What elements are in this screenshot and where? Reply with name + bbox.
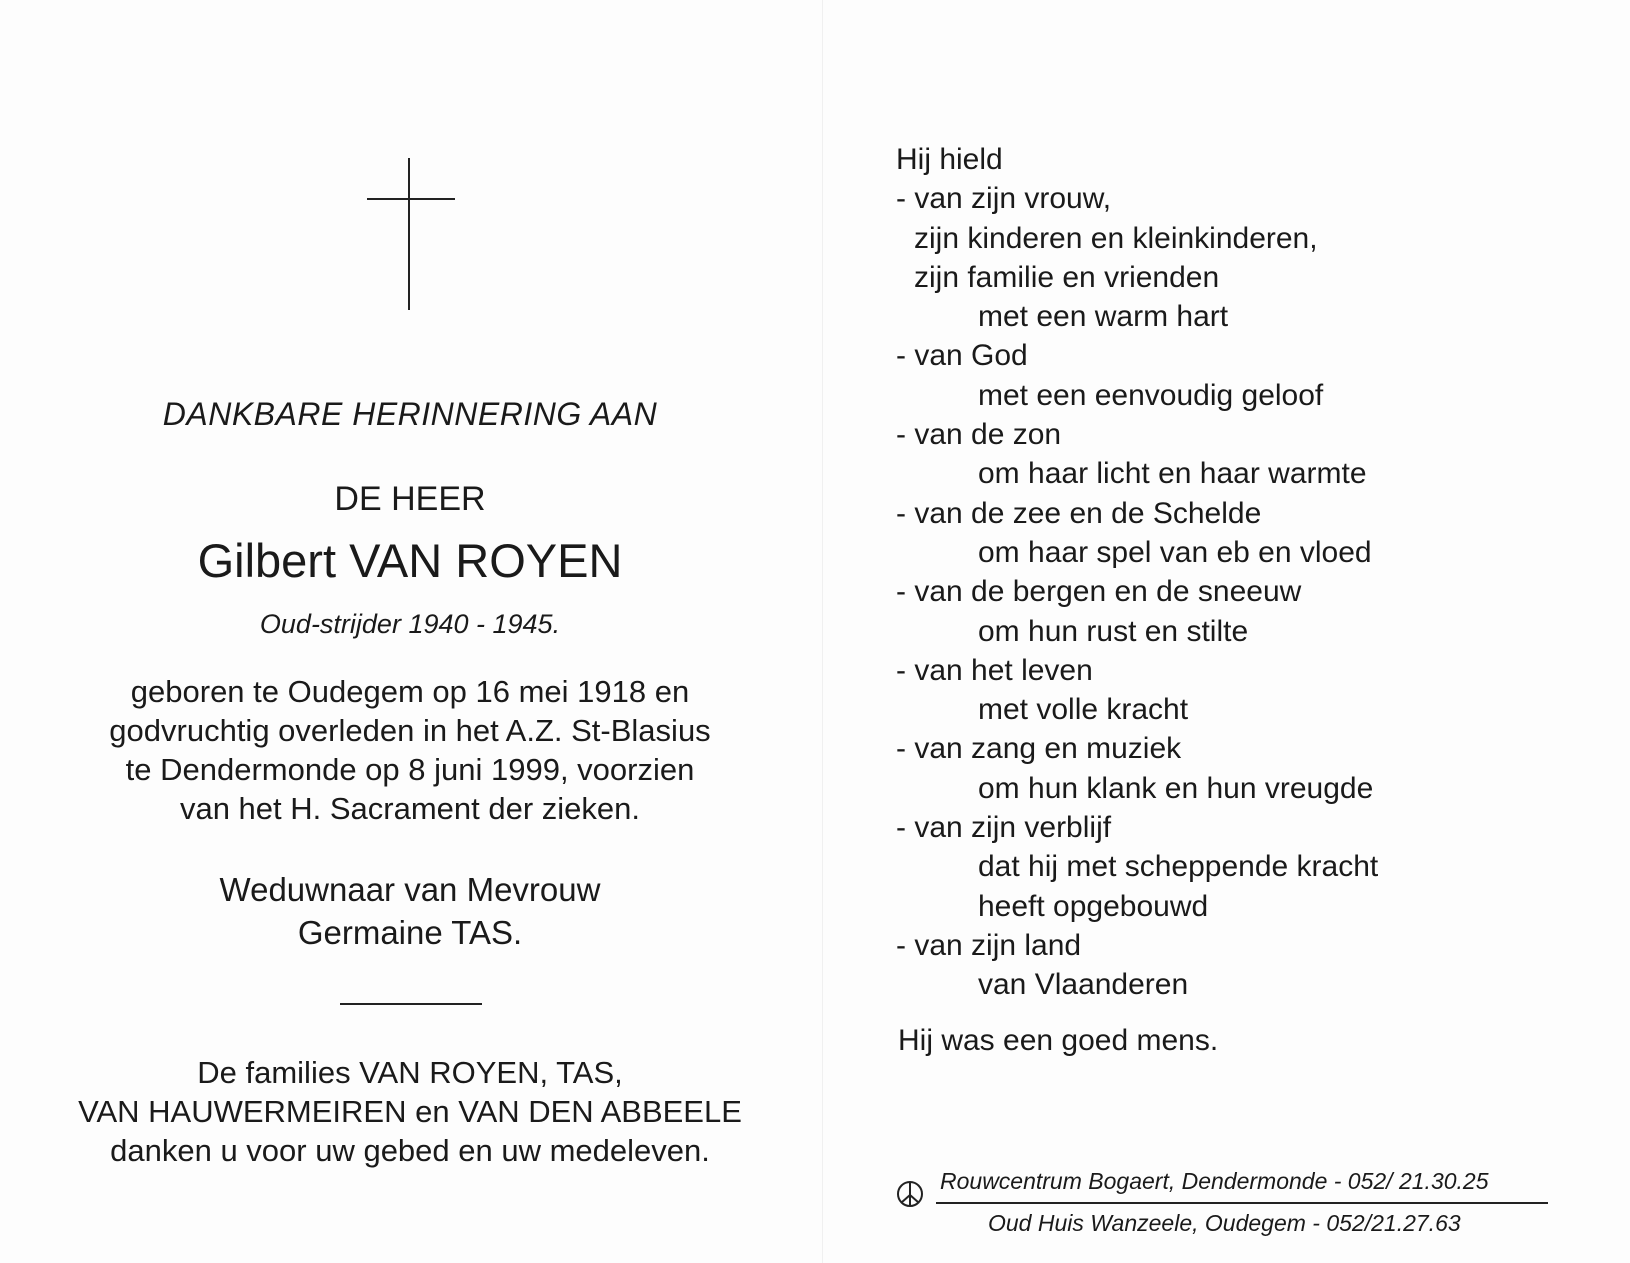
families-line: VAN HAUWERMEIREN en VAN DEN ABBEELE — [78, 1094, 742, 1129]
poem-line: om haar spel van eb en vloed — [978, 535, 1372, 569]
cross-icon — [367, 158, 457, 310]
poem-line: - van de zon — [896, 418, 1062, 452]
poem-line: met een eenvoudig geloof — [978, 378, 1324, 412]
fold-line — [822, 0, 823, 1263]
poem-line: met een warm hart — [978, 300, 1229, 334]
funeral-home-line: Oud Huis Wanzeele, Oudegem - 052/21.27.63 — [988, 1210, 1461, 1236]
biography-line: geboren te Oudegem op 16 mei 1918 en — [130, 674, 690, 709]
poem-line: om haar licht en haar warmte — [978, 457, 1367, 491]
biography-line: te Dendermonde op 8 juni 1999, voorzien — [125, 752, 695, 787]
widower-line: Weduwnaar van Mevrouw — [219, 871, 601, 908]
poem-line: zijn kinderen en kleinkinderen, — [914, 221, 1318, 255]
poem-line: - van de zee en de Schelde — [896, 496, 1262, 530]
families-line: danken u voor uw gebed en uw medeleven. — [110, 1133, 710, 1168]
dedication-heading: DANKBARE HERINNERING AAN — [162, 396, 658, 432]
poem-line: zijn familie en vrienden — [914, 260, 1220, 294]
poem-line: - van zijn verblijf — [896, 811, 1112, 845]
funeral-home-footer — [896, 1168, 1556, 1248]
poem-line: - van de bergen en de sneeuw — [896, 575, 1302, 609]
poem-line: om hun klank en hun vreugde — [978, 771, 1374, 805]
poem — [896, 140, 1378, 1005]
deceased-name: Gilbert VAN ROYEN — [197, 534, 623, 587]
funeral-home-rule — [936, 1202, 1548, 1204]
poem-line: - van het leven — [896, 653, 1093, 687]
poem-line: dat hij met scheppende kracht — [978, 850, 1379, 884]
widower-line: Germaine TAS. — [297, 914, 523, 951]
widower-block — [40, 868, 780, 954]
poem-line: - van zijn vrouw, — [896, 182, 1112, 216]
families-line: De families VAN ROYEN, TAS, — [197, 1055, 623, 1090]
poem-line: met volle kracht — [978, 693, 1189, 727]
veteran-note: Oud-strijder 1940 - 1945. — [259, 609, 561, 639]
poem-line: van Vlaanderen — [978, 968, 1189, 1002]
biography-line: godvruchtig overleden in het A.Z. St-Blasius — [109, 713, 711, 748]
poem-line: - van zang en muziek — [896, 732, 1182, 766]
poem-line: om hun rust en stilte — [978, 614, 1249, 648]
poem-line: - van zijn land — [896, 928, 1082, 962]
poem-line: heeft opgebouwd — [978, 889, 1209, 923]
poem-line: Hij hield — [896, 143, 1003, 176]
closing-line: Hij was een goed mens. — [898, 1024, 1219, 1057]
peace-symbol-icon — [896, 1180, 924, 1208]
poem-line: - van God — [896, 339, 1028, 373]
funeral-home-line: Rouwcentrum Bogaert, Dendermonde - 052/ 21.30.25 — [940, 1168, 1489, 1194]
biography-line: van het H. Sacrament der zieken. — [179, 791, 641, 826]
biography-block — [40, 672, 780, 828]
divider — [340, 1003, 482, 1005]
families-block — [40, 1053, 780, 1170]
honorific-title: DE HEER — [334, 480, 486, 518]
